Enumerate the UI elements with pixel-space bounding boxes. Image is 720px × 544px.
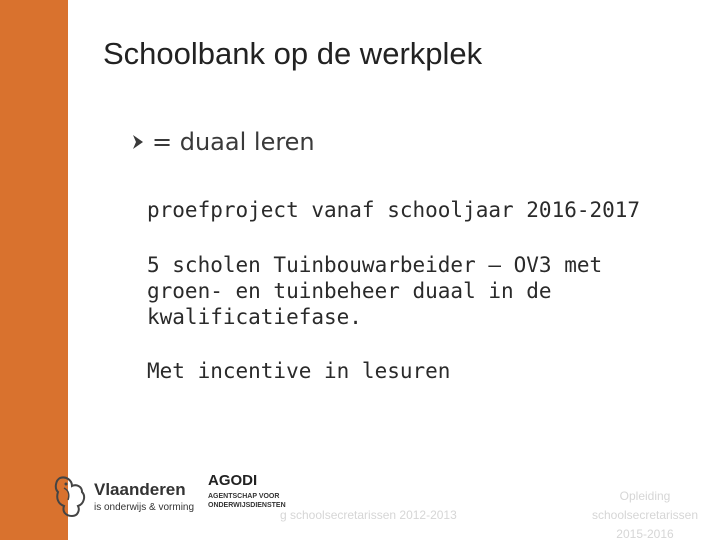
slide-title: Schoolbank op de werkplek: [103, 36, 483, 71]
bullet-item: [130, 128, 315, 156]
footer-center-text: g schoolsecretarissen 2012-2013: [280, 508, 457, 522]
footer-right-text: Opleiding schoolsecretarissen 2015-2016: [591, 489, 699, 541]
side-accent-bar: [0, 0, 68, 540]
paragraph-project: proefproject vanaf schooljaar 2016-2017: [147, 198, 641, 222]
arrow-bullet-icon: [130, 132, 146, 152]
vlaanderen-logo: [52, 470, 202, 530]
agodi-subtitle: AGENTSCHAP VOOR ONDERWIJSDIENSTEN: [208, 493, 286, 509]
paragraph-schools: 5 scholen Tuinbouwarbeider – OV3 met groen- en tuinbeheer duaal in de kwalificatiefase.: [147, 253, 603, 329]
bullet-text: = duaal leren: [152, 128, 315, 156]
paragraph-incentive: Met incentive in lesuren: [147, 359, 451, 383]
agodi-name: AGODI: [208, 472, 258, 489]
flemish-lion-icon: [52, 474, 88, 518]
vlaanderen-name: Vlaanderen: [94, 480, 186, 499]
vlaanderen-subtitle: is onderwijs & vorming: [94, 502, 195, 513]
